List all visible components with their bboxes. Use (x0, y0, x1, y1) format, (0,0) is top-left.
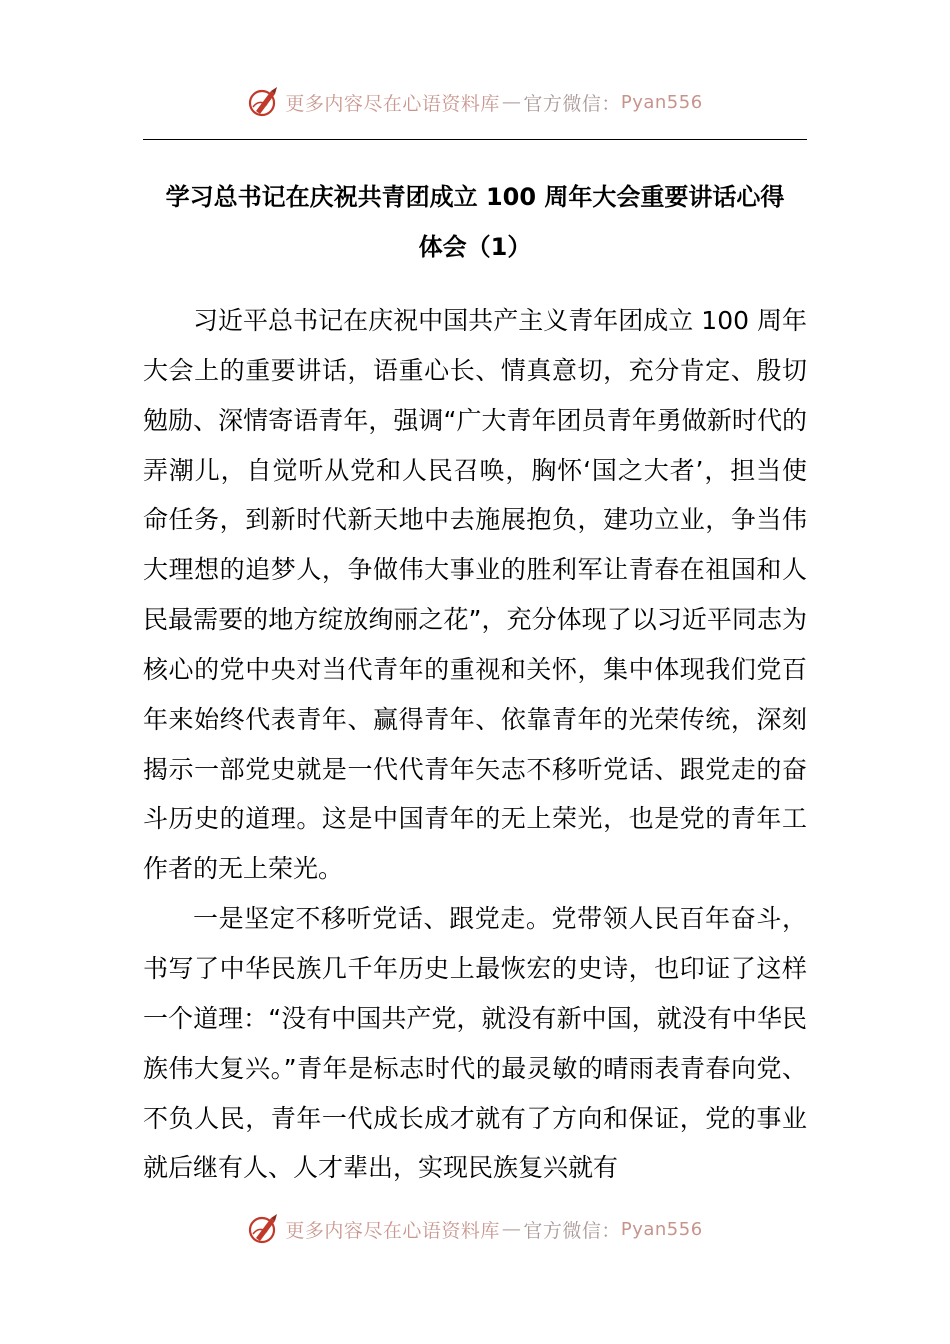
pen-nib-logo-icon (247, 85, 281, 119)
footer-watermark (0, 1209, 950, 1249)
document-body (143, 296, 807, 1193)
header-divider (143, 139, 807, 140)
watermark-wechat-id: Pyan556 (620, 91, 703, 113)
watermark-wechat-label: 官方微信： (523, 1219, 621, 1242)
watermark-site-text: 更多内容尽在心语资料库 (285, 92, 500, 115)
watermark-separator: — (501, 91, 522, 113)
pen-nib-logo-icon (247, 1212, 281, 1246)
title-line-2: 体会（1） (418, 233, 532, 261)
watermark-separator: — (501, 1218, 522, 1240)
watermark-wechat-label: 官方微信： (523, 92, 621, 115)
watermark-wechat-id: Pyan556 (620, 1218, 703, 1240)
watermark-site-text: 更多内容尽在心语资料库 (285, 1219, 500, 1242)
body-paragraph-1: 习近平总书记在庆祝中国共产主义青年团成立 100 周年大会上的重要讲话，语重心长、情真意切，充分肯定、殷切勉励、深情寄语青年，强调“广大青年团员青年勇做新时代的弄潮儿，自觉听从党和人民召唤，胸怀‘国之大者’，担当使命任务，到新时代新天地中去施展抱负，建功立业，争当伟大理想的追梦人，争做伟大事业的胜利军让青春在祖国和人民最需要的地方绽放绚丽之花”，充分体现了以习近平同志为核心的党中央对当代青年的重视和关怀，集中体现我们党百年来始终代表青年、赢得青年、依靠青年的光荣传统，深刻揭示一部党史就是一代代青年矢志不移听党话、跟党走的奋斗历史的道理。这是中国青年的无上荣光，也是党的青年工作者的无上荣光。 (143, 306, 807, 884)
header-watermark (0, 82, 950, 122)
document-title (143, 172, 807, 272)
title-line-1: 学习总书记在庆祝共青团成立 100 周年大会重要讲话心得 (165, 183, 785, 211)
body-paragraph-2: 一是坚定不移听党话、跟党走。党带领人民百年奋斗，书写了中华民族几千年历史上最恢宏的史诗，也印证了这样一个道理：“没有中国共产党，就没有新中国，就没有中华民族伟大复兴。”青年是标志时代的最灵敏的晴雨表青春向党、不负人民，青年一代成长成才就有了方向和保证，党的事业就后继有人、人才辈出，实现民族复兴就有 (143, 904, 807, 1183)
